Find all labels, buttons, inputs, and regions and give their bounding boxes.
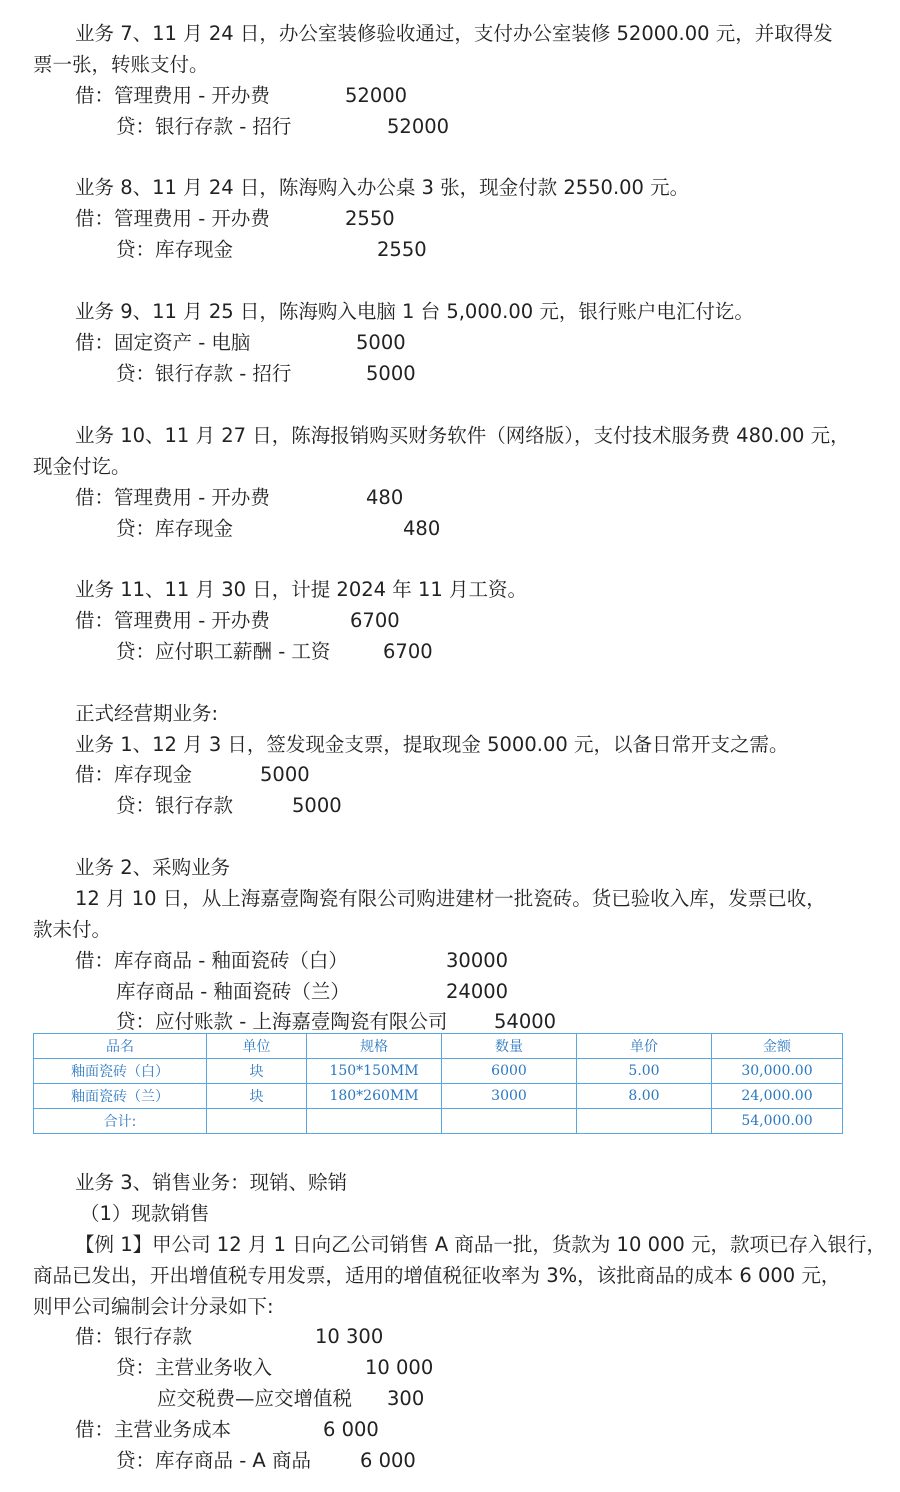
text-line: 业务 11、11 月 30 日，计提 2024 年 11 月工资。 xyxy=(75,578,527,601)
text-line: 【例 1】甲公司 12 月 1 日向乙公司销售 A 商品一批，货款为 10 000 元，款项已存入银行， xyxy=(75,1233,886,1256)
journal-credit: 贷：银行存款 - 招行 xyxy=(116,362,292,385)
table-cell xyxy=(207,1109,307,1134)
table-cell: 釉面瓷砖（白） xyxy=(34,1059,207,1084)
text-line: 商品已发出，开出增值税专用发票，适用的增值税征收率为 3%，该批商品的成本 6 000 元， xyxy=(33,1264,841,1287)
table-cell xyxy=(442,1109,577,1134)
table-cell: 合计: xyxy=(34,1109,207,1134)
table-cell: 30,000.00 xyxy=(712,1059,843,1084)
journal-debit: 借：库存商品 - 釉面瓷砖（白） xyxy=(75,949,348,972)
journal-credit: 贷：应付账款 - 上海嘉壹陶瓷有限公司 xyxy=(116,1010,448,1033)
table-cell xyxy=(307,1109,442,1134)
journal-amount: 6 000 xyxy=(360,1449,416,1472)
journal-debit-line: 库存商品 - 釉面瓷砖（兰） xyxy=(116,980,350,1003)
journal-amount: 5000 xyxy=(260,763,310,786)
table-cell xyxy=(577,1109,712,1134)
table-row xyxy=(34,1084,843,1109)
journal-debit: 借：管理费用 - 开办费 xyxy=(75,486,270,509)
text-line: 业务 9、11 月 25 日，陈海购入电脑 1 台 5,000.00 元，银行账户电汇付讫。 xyxy=(75,300,754,323)
journal-amount: 5000 xyxy=(366,362,416,385)
journal-debit: 借：固定资产 - 电脑 xyxy=(75,331,251,354)
journal-amount: 300 xyxy=(387,1387,425,1410)
text-line: 业务 8、11 月 24 日，陈海购入办公桌 3 张，现金付款 2550.00 元。 xyxy=(75,176,690,199)
text-line: 款未付。 xyxy=(33,918,112,941)
journal-credit: 贷：库存商品 - A 商品 xyxy=(116,1449,311,1472)
journal-debit: 借：管理费用 - 开办费 xyxy=(75,84,270,107)
section-heading: 业务 3、销售业务：现销、赊销 xyxy=(75,1171,348,1194)
text-line: 则甲公司编制会计分录如下: xyxy=(33,1295,274,1318)
table-header-cell: 规格 xyxy=(307,1034,442,1059)
text-line: 业务 10、11 月 27 日，陈海报销购买财务软件（网络版），支付技术服务费 480.00 元， xyxy=(75,424,850,447)
table-header-cell: 单位 xyxy=(207,1034,307,1059)
journal-credit: 贷：银行存款 xyxy=(116,794,234,817)
journal-debit: 借：银行存款 xyxy=(75,1325,193,1348)
journal-amount: 52000 xyxy=(387,115,450,138)
journal-credit: 贷：银行存款 - 招行 xyxy=(116,115,292,138)
text-line: 业务 1、12 月 3 日，签发现金支票，提取现金 5000.00 元，以备日常开支之需。 xyxy=(75,733,789,756)
journal-amount: 30000 xyxy=(446,949,509,972)
section-heading: 正式经营期业务: xyxy=(75,702,219,725)
table-cell: 5.00 xyxy=(577,1059,712,1084)
journal-amount: 10 300 xyxy=(315,1325,384,1348)
table-cell: 8.00 xyxy=(577,1084,712,1109)
journal-debit: 借：主营业务成本 xyxy=(75,1418,232,1441)
journal-credit: 贷：主营业务收入 xyxy=(116,1356,273,1379)
journal-amount: 10 000 xyxy=(365,1356,434,1379)
table-cell: 6000 xyxy=(442,1059,577,1084)
table-cell: 块 xyxy=(207,1084,307,1109)
journal-amount: 480 xyxy=(403,517,441,540)
journal-amount: 6700 xyxy=(350,609,400,632)
journal-amount: 480 xyxy=(366,486,404,509)
table-header-cell: 品名 xyxy=(34,1034,207,1059)
journal-amount: 52000 xyxy=(345,84,408,107)
table-header-cell: 金额 xyxy=(712,1034,843,1059)
journal-amount: 6700 xyxy=(383,640,433,663)
text-line: 现金付讫。 xyxy=(33,455,131,478)
table-header-row xyxy=(34,1034,843,1059)
journal-credit-line: 应交税费—应交增值税 xyxy=(157,1387,353,1410)
journal-debit: 借：库存现金 xyxy=(75,763,193,786)
table-cell: 150*150MM xyxy=(307,1059,442,1084)
journal-amount: 2550 xyxy=(345,207,395,230)
table-cell: 24,000.00 xyxy=(712,1084,843,1109)
journal-amount: 54000 xyxy=(494,1010,557,1033)
table-cell: 54,000.00 xyxy=(712,1109,843,1134)
goods-table xyxy=(33,1033,843,1134)
journal-amount: 6 000 xyxy=(323,1418,379,1441)
journal-credit: 贷：应付职工薪酬 - 工资 xyxy=(116,640,331,663)
table-total-row xyxy=(34,1109,843,1134)
journal-amount: 5000 xyxy=(292,794,342,817)
table-header-cell: 数量 xyxy=(442,1034,577,1059)
table-row xyxy=(34,1059,843,1084)
journal-amount: 5000 xyxy=(356,331,406,354)
journal-credit: 贷：库存现金 xyxy=(116,517,234,540)
journal-amount: 2550 xyxy=(377,238,427,261)
table-cell: 釉面瓷砖（兰） xyxy=(34,1084,207,1109)
journal-debit: 借：管理费用 - 开办费 xyxy=(75,609,270,632)
table-cell: 块 xyxy=(207,1059,307,1084)
section-heading: 业务 2、采购业务 xyxy=(75,856,231,879)
journal-debit: 借：管理费用 - 开办费 xyxy=(75,207,270,230)
table-header-cell: 单价 xyxy=(577,1034,712,1059)
table-cell: 3000 xyxy=(442,1084,577,1109)
table-cell: 180*260MM xyxy=(307,1084,442,1109)
text-line: 业务 7、11 月 24 日，办公室装修验收通过，支付办公室装修 52000.00 元，并取得发 xyxy=(75,22,833,45)
text-line: 票一张，转账支付。 xyxy=(33,53,209,76)
journal-amount: 24000 xyxy=(446,980,509,1003)
journal-credit: 贷：库存现金 xyxy=(116,238,234,261)
text-line: 12 月 10 日，从上海嘉壹陶瓷有限公司购进建材一批瓷砖。货已验收入库，发票已收， xyxy=(75,887,826,910)
subsection-heading: （1）现款销售 xyxy=(80,1202,210,1225)
